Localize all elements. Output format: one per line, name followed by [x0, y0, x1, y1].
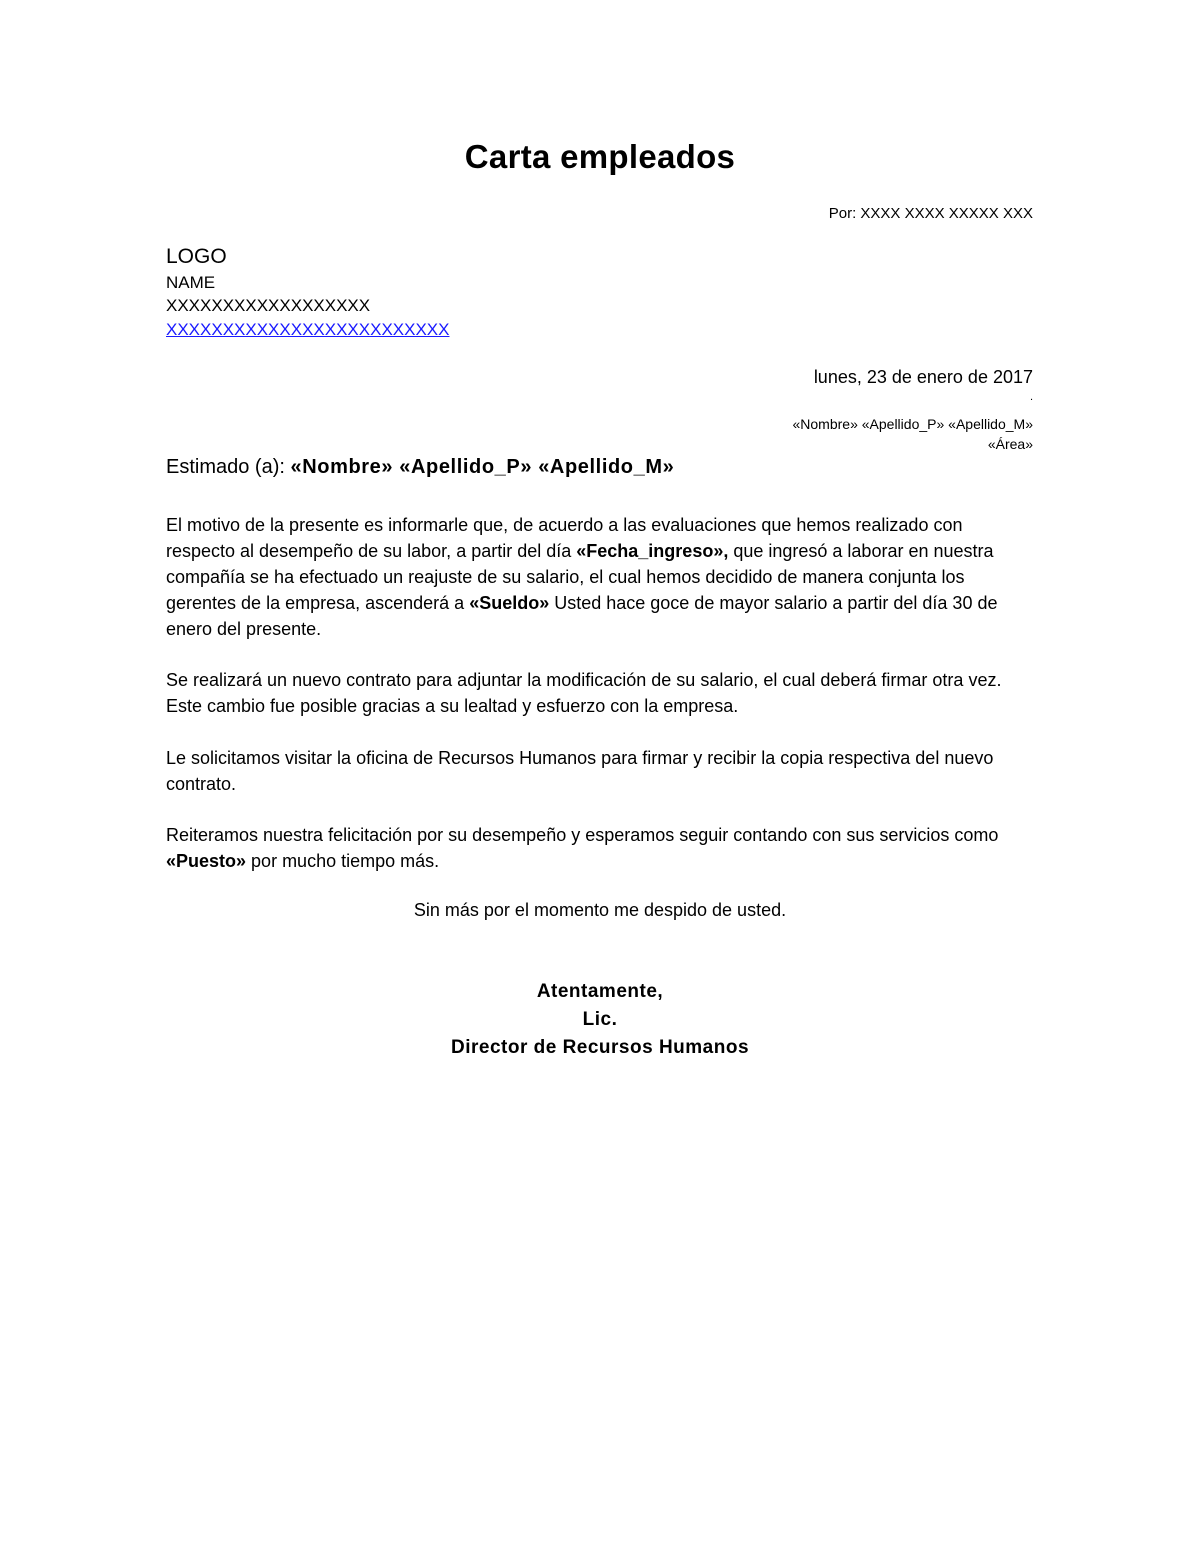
- field-puesto: «Puesto»: [166, 851, 247, 871]
- greeting-fields: «Nombre» «Apellido_P» «Apellido_M»: [290, 456, 675, 478]
- paragraph-text: Reiteramos nuestra felicitación por su desempeño y esperamos seguir contando con sus servicios como: [166, 825, 999, 845]
- signature-position: Director de Recursos Humanos: [450, 1037, 750, 1058]
- closing-line: Sin más por el momento me despido de usted.: [413, 900, 787, 920]
- paragraph-text: Usted hace goce de mayor salario a partir del día 30 de enero del presente.: [166, 593, 998, 639]
- logo-placeholder: LOGO: [166, 245, 227, 268]
- company-info-line: XXXXXXXXXXXXXXXXXX: [166, 296, 371, 315]
- paragraph-congrats: [166, 822, 1036, 874]
- document-title: Carta empleados: [464, 138, 736, 175]
- company-name: NAME: [166, 273, 216, 292]
- paragraph-text: El motivo de la presente es informarle que, de acuerdo a las evaluaciones que hemos realizado con respecto al desempeño de su labor, a partir del día: [166, 515, 963, 561]
- paragraph-request: Le solicitamos visitar la oficina de Recursos Humanos para firmar y recibir la copia respectiva del nuevo contrato.: [166, 748, 994, 794]
- signature-greeting: Atentamente,: [536, 981, 664, 1002]
- date-dot: .: [1029, 391, 1033, 403]
- field-fecha-ingreso: «Fecha_ingreso»,: [576, 541, 729, 561]
- author-line: Por: XXXX XXXX XXXXX XXX: [828, 205, 1033, 222]
- paragraph-text: que ingresó a laborar en nuestra compañía se ha efectuado un reajuste de su salario, el cual hemos decidido de manera conjunta los gerentes de la empresa, ascenderá a: [166, 541, 994, 613]
- field-sueldo: «Sueldo»: [469, 593, 550, 613]
- signature-title: Lic.: [582, 1009, 618, 1030]
- recipient-block: [793, 414, 1034, 454]
- recipient-area: «Área»: [987, 436, 1033, 452]
- paragraph-contract: Se realizará un nuevo contrato para adjuntar la modificación de su salario, el cual deberá firmar otra vez. Este cambio fue posible gracias a su lealtad y esfuerzo con la empresa.: [166, 670, 1002, 716]
- greeting-prefix: Estimado (a):: [166, 456, 291, 478]
- company-link[interactable]: XXXXXXXXXXXXXXXXXXXXXXXXX: [166, 320, 450, 339]
- paragraph-motive: [166, 512, 1036, 642]
- letter-date: lunes, 23 de enero de 2017: [813, 367, 1033, 387]
- greeting: [166, 456, 674, 479]
- recipient-name: «Nombre» «Apellido_P» «Apellido_M»: [792, 416, 1033, 432]
- paragraph-text: por mucho tiempo más.: [246, 851, 440, 871]
